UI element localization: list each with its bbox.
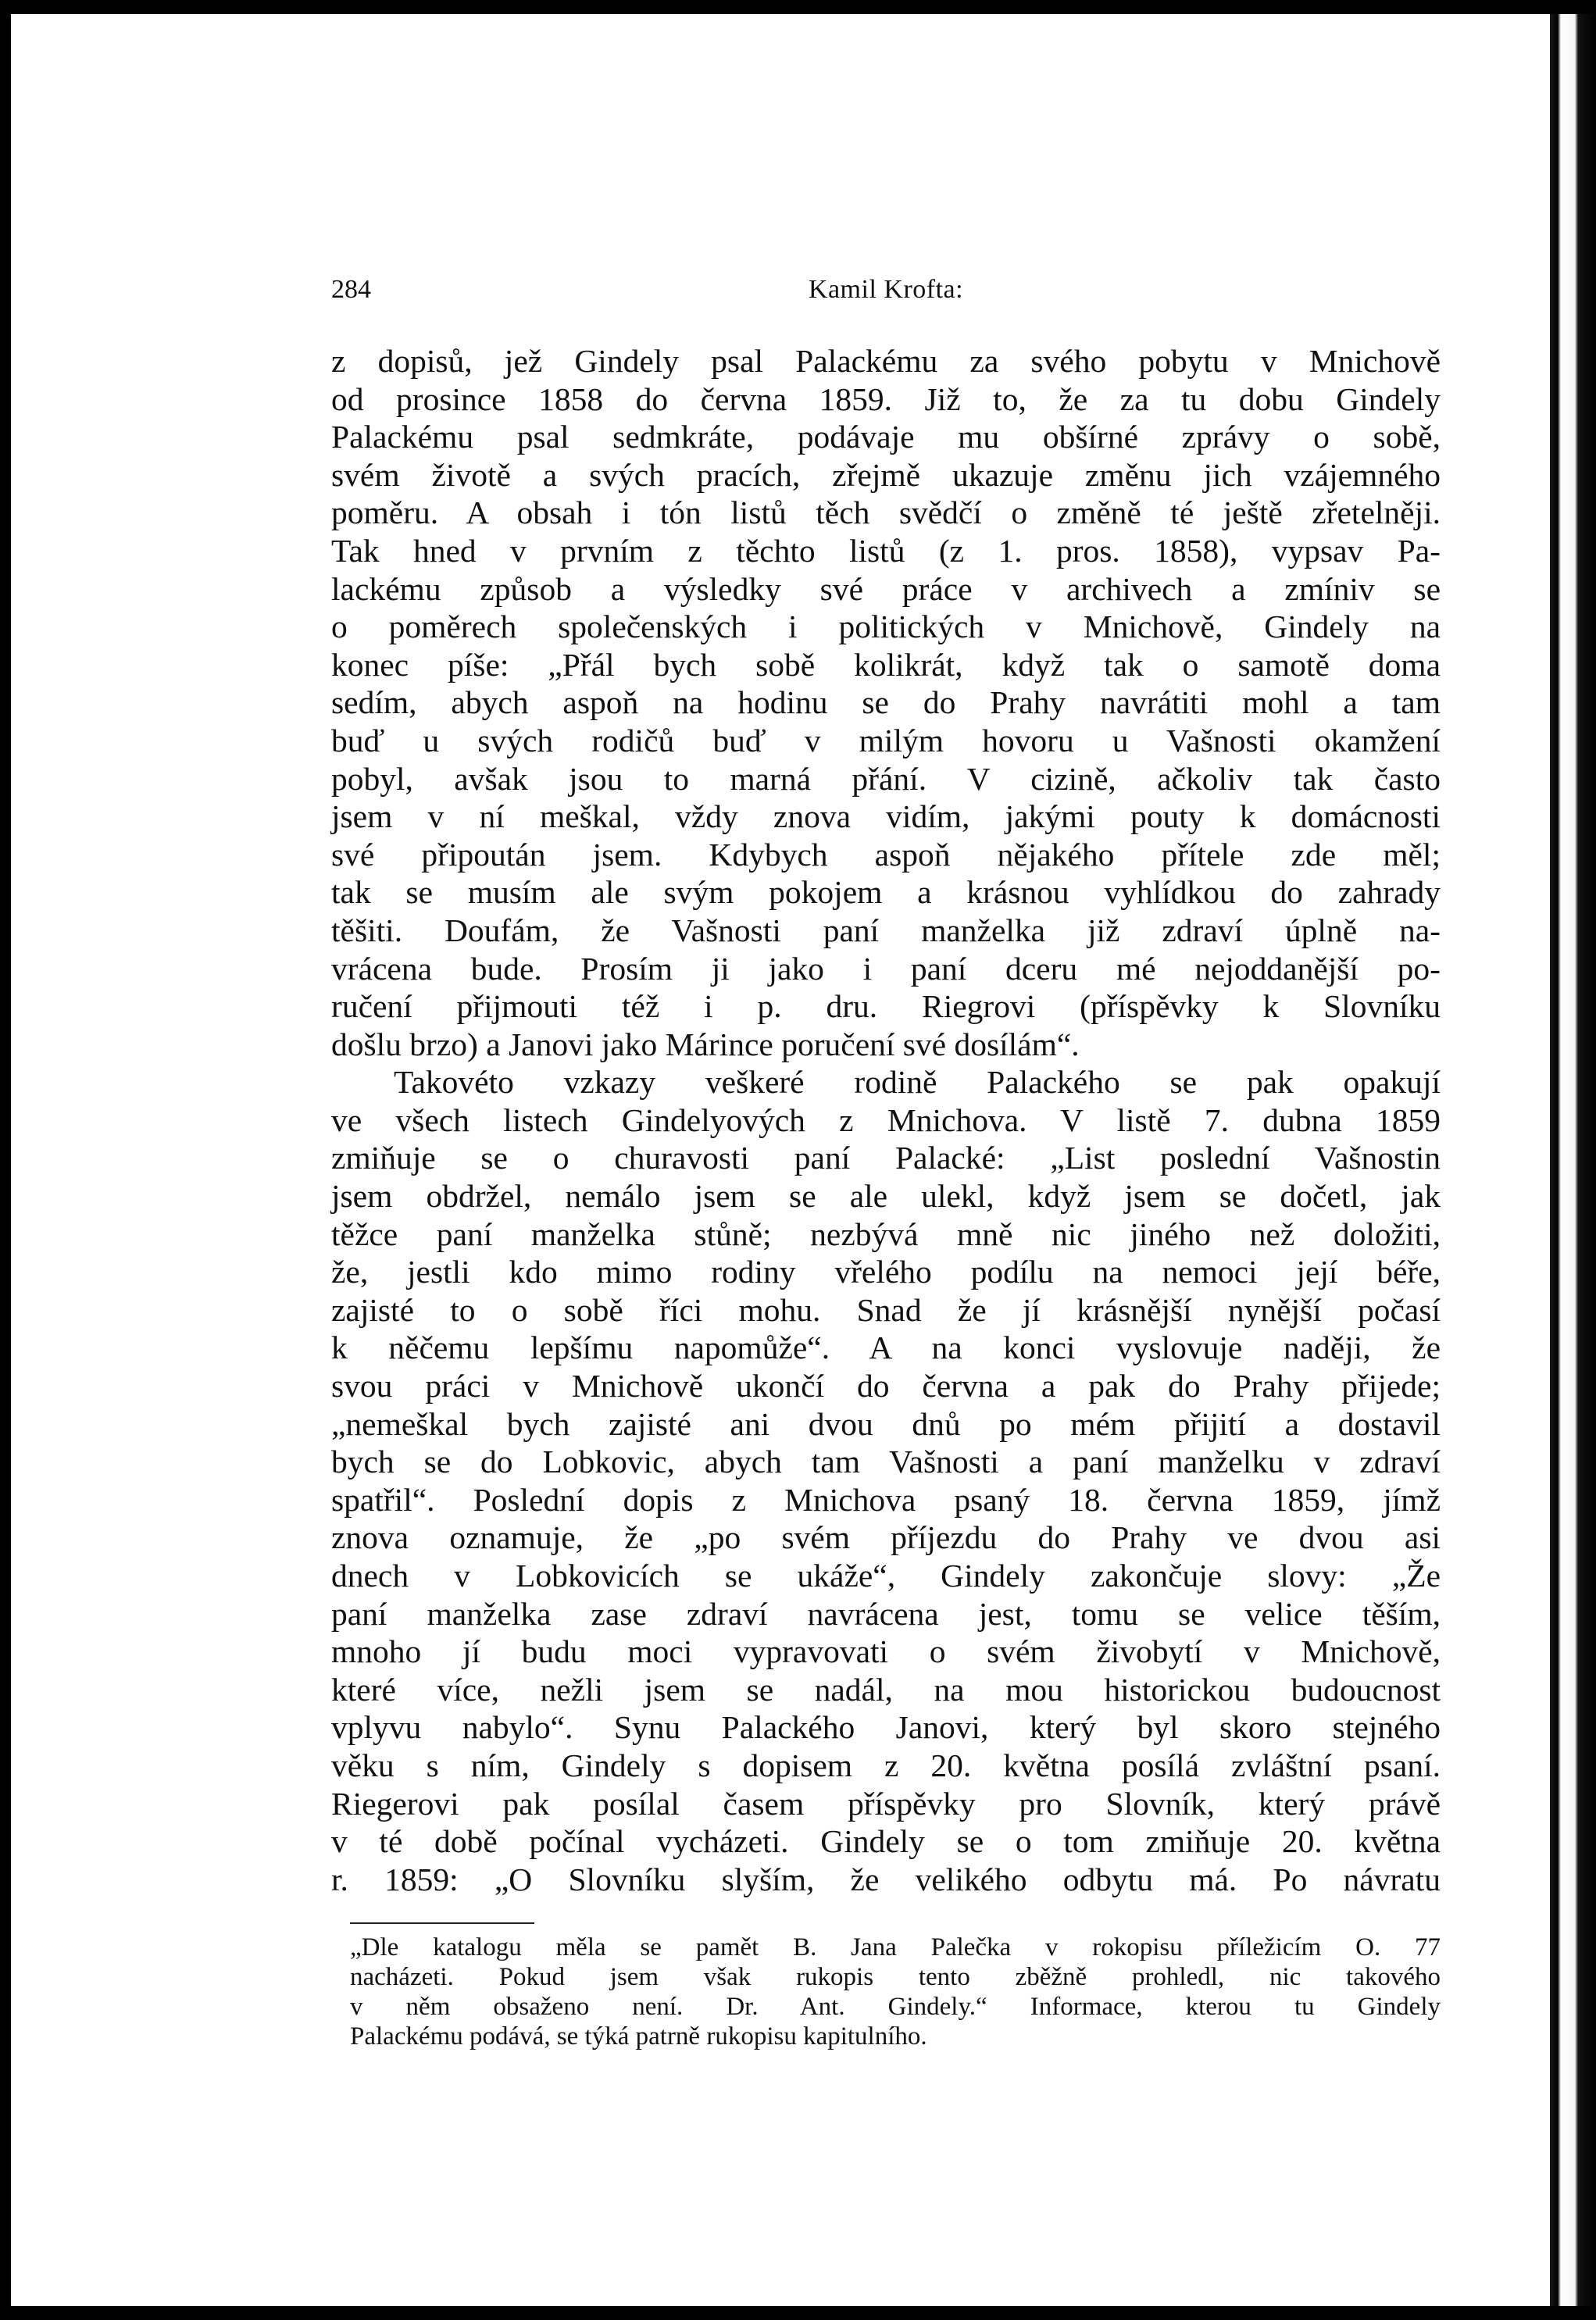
text-line: „nemeškal bych zajisté ani dvou dnů po mém přijití a dostavil — [331, 1405, 1441, 1442]
text-line: bych se do Lobkovic, abych tam Vašnosti a paní manželku v zdraví — [331, 1444, 1441, 1480]
text-line: svém životě a svých pracích, zřejmě ukazuje změnu jich vzájemného — [331, 456, 1441, 493]
footnote-line: Palackému podává, se týká patrně rukopisu kapitulního. — [350, 2022, 927, 2051]
footnote-divider — [350, 1922, 534, 1924]
text-line: buď u svých rodičů buď v milým hovoru u Vašnosti okamžení — [331, 722, 1441, 758]
text-line: od prosince 1858 do června 1859. Již to, že za tu dobu Gindely — [331, 380, 1441, 417]
text-line: svou práci v Mnichově ukončí do června a pak do Prahy přijede; — [331, 1368, 1441, 1404]
text-line: vrácena bude. Prosím ji jako i paní dceru mé nejoddanější po- — [331, 950, 1441, 987]
text-line: vplyvu nabylo“. Synu Palackého Janovi, který byl skoro stejného — [331, 1709, 1441, 1746]
text-line: r. 1859: „O Slovníku slyším, že velikého odbytu má. Po návratu — [331, 1861, 1441, 1897]
text-line: pobyl, avšak jsou to marná přání. V cizině, ačkoliv tak často — [331, 760, 1441, 797]
text-line: v té době počínal vycházeti. Gindely se o tom zmiňuje 20. května — [331, 1823, 1441, 1860]
text-line: Palackému psal sedmkráte, podávaje mu obšírné zprávy o sobě, — [331, 419, 1441, 455]
text-line: z dopisů, jež Gindely psal Palackému za svého pobytu v Mnichově — [331, 343, 1441, 379]
text-line: znova oznamuje, že „po svém příjezdu do Prahy ve dvou asi — [331, 1519, 1441, 1556]
text-line: zmiňuje se o churavosti paní Palacké: „List poslední Vašnostin — [331, 1140, 1441, 1176]
text-line: konec píše: „Přál bych sobě kolikrát, když tak o samotě doma — [331, 646, 1441, 683]
footnote — [350, 1933, 1441, 2051]
text-line: své připoután jsem. Kdybych aspoň nějakého přítele zde měl; — [331, 836, 1441, 873]
text-line: spatřil“. Poslední dopis z Mnichova psaný 18. června 1859, jímž — [331, 1481, 1441, 1518]
text-line: které více, nežli jsem se nadál, na mou historickou budoucnost — [331, 1671, 1441, 1708]
text-line: sedím, abych aspoň na hodinu se do Prahy navrátiti mohl a tam — [331, 684, 1441, 721]
running-head — [331, 275, 1441, 309]
scan-edge-shadow — [1550, 14, 1596, 2306]
text-line: ručení přijmouti též i p. dru. Riegrovi (příspěvky k Slovníku — [331, 988, 1441, 1025]
text-line: o poměrech společenských i politických v Mnichově, Gindely na — [331, 609, 1441, 645]
text-line: že, jestli kdo mimo rodiny vřelého podílu na nemoci její béře, — [331, 1254, 1441, 1290]
text-line: jsem v ní meškal, vždy znova vidím, jakými pouty k domácnosti — [331, 798, 1441, 835]
text-line: mnoho jí budu moci vypravovati o svém živobytí v Mnichově, — [331, 1633, 1441, 1670]
text-line: zajisté to o sobě říci mohu. Snad že jí krásnější nynější počasí — [331, 1291, 1441, 1328]
text-line: lackému způsob a výsledky své práce v archivech a zmíniv se — [331, 570, 1441, 607]
footnote-line: „Dle katalogu měla se pamět B. Jana Palečka v rokopisu příležicím O. 77 — [350, 1933, 1441, 1961]
text-line: Riegerovi pak posílal časem příspěvky pro Slovník, který právě — [331, 1785, 1441, 1822]
text-line: Tak hned v prvním z těchto listů (z 1. pros. 1858), vypsav Pa- — [331, 532, 1441, 569]
text-line: ve všech listech Gindelyových z Mnichova. V listě 7. dubna 1859 — [331, 1101, 1441, 1138]
text-line: paní manželka zase zdraví navrácena jest, tomu se velice těším, — [331, 1595, 1441, 1632]
page-number: 284 — [331, 275, 371, 304]
text-line: věku s ním, Gindely s dopisem z 20. května posílá zvláštní psaní. — [331, 1747, 1441, 1783]
text-line: k něčemu lepšímu napomůže“. A na konci vyslovuje naději, že — [331, 1330, 1441, 1366]
running-title: Kamil Krofta: — [808, 275, 964, 304]
text-line: těžce paní manželka stůně; nezbývá mně nic jiného než doložiti, — [331, 1215, 1441, 1252]
footnote-line: nacházeti. Pokud jsem však rukopis tento zběžně prohledl, nic takového — [350, 1963, 1441, 1991]
text-line: došlu brzo) a Janovi jako Márince poručení své dosílám“. — [331, 1026, 1080, 1062]
text-line: dnech v Lobkovicích se ukáže“, Gindely zakončuje slovy: „Že — [331, 1558, 1441, 1594]
text-line: tak se musím ale svým pokojem a krásnou vyhlídkou do zahrady — [331, 874, 1441, 911]
page — [11, 14, 1550, 2306]
text-line: těšiti. Doufám, že Vašnosti paní manželka již zdraví úplně na- — [331, 912, 1441, 948]
text-line: poměru. A obsah i tón listů těch svědčí o změně té ještě zřetelněji. — [331, 494, 1441, 531]
body-text — [331, 342, 1441, 1898]
footnote-line: v něm obsaženo není. Dr. Ant. Gindely.“ Informace, kterou tu Gindely — [350, 1993, 1441, 2021]
text-line: jsem obdržel, nemálo jsem se ale ulekl, když jsem se dočetl, jak — [331, 1178, 1441, 1215]
text-line: Takovéto vzkazy veškeré rodině Palackého se pak opakují — [394, 1064, 1441, 1101]
